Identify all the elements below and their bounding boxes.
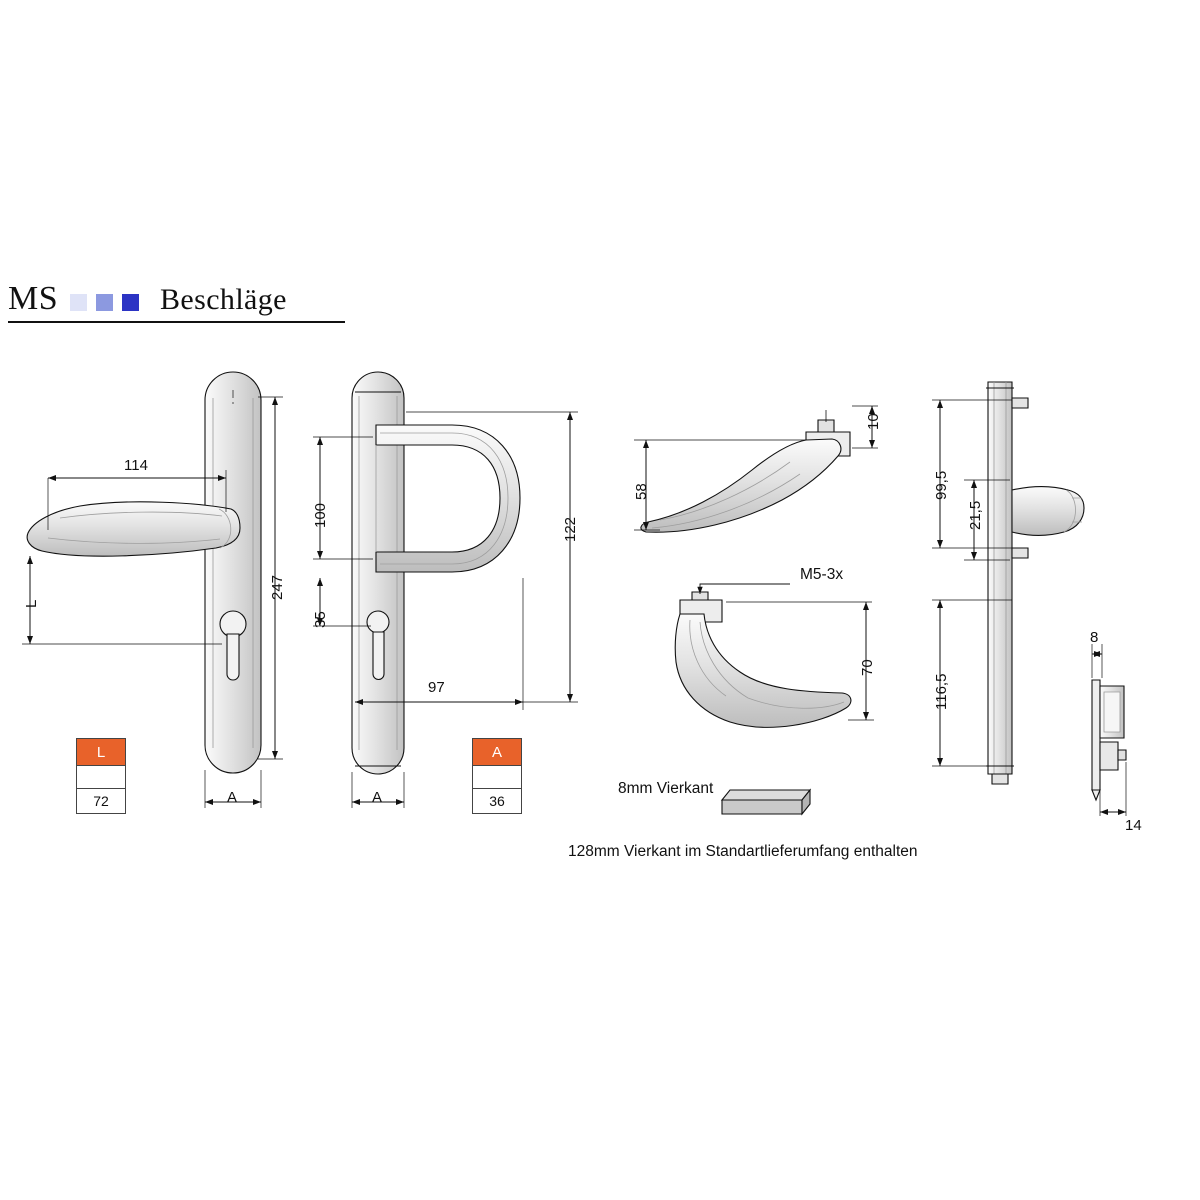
legend-right-blank [473,766,521,789]
square-spindle-graphic [722,790,810,814]
dim-front-lever-height: L [23,599,40,608]
dim-section-depth: 14 [1125,817,1142,834]
legend-left-letter: L [77,739,125,766]
dim-side-offset-bottom: 35 [312,611,329,628]
dim-side-loop-total: 122 [562,516,579,542]
legend-chip-right [472,738,522,814]
dim-side-plate-width: A [372,789,383,806]
side-view-plate [313,372,578,808]
legend-right-letter: A [473,739,521,766]
legend-left-value: 72 [93,793,109,809]
logo-mark-text: MS [8,280,59,317]
legend-chip-left [76,738,126,814]
front-view-long-plate [22,372,283,808]
dim-profile-bottom-span: 116,5 [933,673,950,710]
dim-side-loop-inner: 100 [312,502,329,528]
legend-left-blank [77,766,125,789]
dim-front-plate-length: 247 [269,574,286,600]
dim-front-plate-width: A [227,789,238,806]
logo-wordmark: Beschläge [160,283,287,316]
label-screws-m5: M5-3x [800,566,844,583]
dim-section-thickness: 8 [1090,629,1099,646]
dim-profile-top-span: 99,5 [933,470,950,500]
note-spindle-size: 8mm Vierkant [618,780,714,797]
section-detail-view [1092,644,1126,816]
legend-right-value: 36 [489,793,505,809]
dim-lever-width: 70 [859,659,876,676]
plate-profile-view [932,382,1084,784]
dim-front-handle-length: 114 [124,457,148,474]
lever-top-view [634,406,878,532]
dim-lever-height: 58 [633,483,650,500]
lever-bottom-view [675,584,874,727]
dim-profile-inner-span: 21,5 [967,500,984,530]
note-delivery-scope: 128mm Vierkant im Standartlieferumfang enthalten [568,843,918,860]
dim-side-depth: 97 [428,679,445,696]
dim-lever-neck: 10 [865,413,882,430]
